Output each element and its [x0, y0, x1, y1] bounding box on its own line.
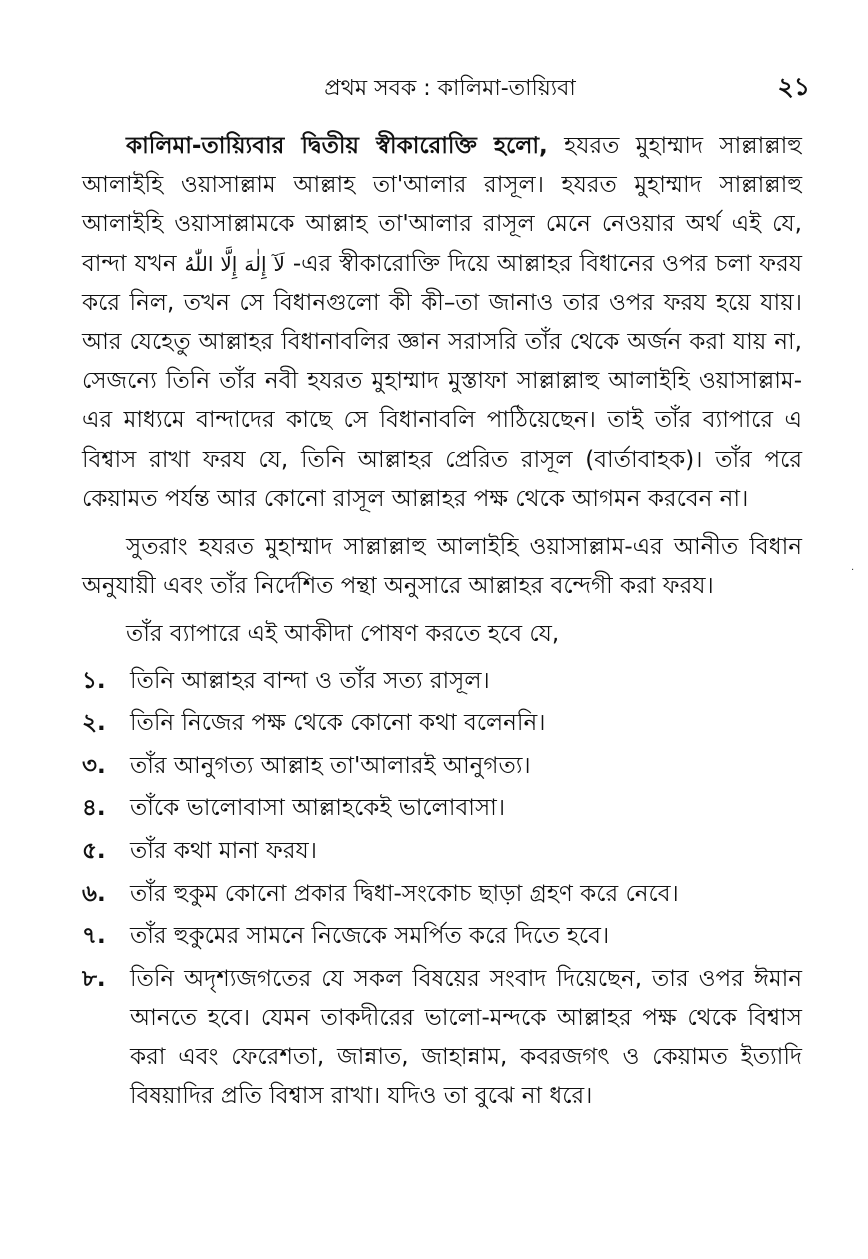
list-item-text: তিনি নিজের পক্ষ থেকে কোনো কথা বলেননি। — [130, 710, 546, 737]
paragraph-1 — [82, 127, 802, 519]
page-body — [82, 127, 802, 1120]
list-item-text: তাঁর হুকুমের সামনে নিজেকে সমর্পিত করে দিতে হবে। — [130, 923, 610, 950]
paragraph-text-part1: হযরত মুহাম্মাদ সাল্লাল্লাহু আলাইহি ওয়াসাল্লাম আল্লাহ তা'আলার রাসূল। হযরত মুহাম্মাদ সাল্লাল্লাহু আলাইহি ওয়াসাল্লামকে আল্লাহ তা'আলার রাসূল মেনে নেওয়ার অর্থ এই যে, বান্দা যখন — [82, 133, 802, 277]
margin-mark: · — [851, 565, 855, 576]
list-item-number: ৬. — [82, 880, 106, 907]
list-item — [82, 875, 802, 914]
list-item-text: তাঁকে ভালোবাসা আল্লাহকেই ভালোবাসা। — [130, 795, 506, 822]
page-number: ২১ — [777, 72, 810, 101]
list-item — [82, 747, 802, 786]
list-item-number: ৩. — [82, 752, 106, 779]
list-item-number: ৭. — [82, 923, 106, 950]
list-item-number: ৮. — [82, 965, 106, 992]
list-item — [82, 704, 802, 743]
arabic-kalima: لَآ إِلٰهَ إِلَّا اللّٰهُ — [184, 251, 285, 276]
paragraph-lead-bold: কালিমা-তায়্যিবার দ্বিতীয় স্বীকারোক্তি হলো, — [126, 133, 548, 159]
list-item-text: তাঁর কথা মানা ফরয। — [130, 838, 317, 865]
list-item — [82, 960, 802, 1117]
list-item-text: তিনি আল্লাহর বান্দা ও তাঁর সত্য রাসূল। — [130, 667, 490, 694]
list-intro: তাঁর ব্যাপারে এই আকীদা পোষণ করতে হবে যে, — [126, 621, 560, 648]
list-item — [82, 662, 802, 701]
list-item — [82, 832, 802, 871]
list-item-text: তাঁর আনুগত্য আল্লাহ তা'আলারই আনুগত্য। — [130, 752, 531, 779]
list-item — [82, 789, 802, 828]
chapter-title: প্রথম সবক : কালিমা-তায়্যিবা — [324, 76, 576, 101]
list-item-number: ১. — [82, 667, 106, 694]
paragraph-2: সুতরাং হযরত মুহাম্মাদ সাল্লাল্লাহু আলাইহি ওয়াসাল্লাম-এর আনীত বিধান অনুযায়ী এবং তাঁর নির্দেশিত পন্থা অনুসারে আল্লাহর বন্দেগী করা ফরয। — [82, 534, 802, 600]
list-item — [82, 917, 802, 956]
paragraph-text-part2: -এর স্বীকারোক্তি দিয়ে আল্লাহর বিধানের ওপর চলা ফরয করে নিল, তখন সে বিধানগুলো কী কী–তা জানাও তার ওপর ফরয হয়ে যায়। আর যেহেতু আল্লাহর বিধানাবলির জ্ঞান সরাসরি তাঁর থেকে অর্জন করা যায় না, সেজন্যে তিনি তাঁর নবী হযরত মুহাম্মাদ মুস্তাফা সাল্লাল্লাহু আলাইহি ওয়াসাল্লাম-এর মাধ্যমে বান্দাদের কাছে সে বিধানাবলি পাঠিয়েছেন। তাই তাঁর ব্যাপারে এ বিশ্বাস রাখা ফরয যে, তিনি আল্লাহর প্রেরিত রাসূল (বার্তাবাহক)। তাঁর পরে কেয়ামত পর্যন্ত আর কোনো রাসূল আল্লাহর পক্ষ থেকে আগমন করবেন না। — [82, 250, 802, 512]
list-item-number: ২. — [82, 710, 106, 737]
list-item-text: তিনি অদৃশ্যজগতের যে সকল বিষয়ের সংবাদ দিয়েছেন, তার ওপর ঈমান আনতে হবে। যেমন তাকদীরের ভালো-মন্দকে আল্লাহর পক্ষ থেকে বিশ্বাস করা এবং ফেরেশতা, জান্নাত, জাহান্নাম, কবরজগৎ ও কেয়ামত ইত্যাদি বিষয়াদির প্রতি বিশ্বাস রাখা। যদিও তা বুঝে না ধরে। — [130, 965, 802, 1110]
list-item-number: ৪. — [82, 795, 106, 822]
list-item-text: তাঁর হুকুম কোনো প্রকার দ্বিধা-সংকোচ ছাড়া গ্রহণ করে নেবে। — [130, 880, 679, 907]
list-item-number: ৫. — [82, 838, 106, 865]
belief-list — [82, 662, 802, 1117]
running-header — [90, 70, 810, 110]
